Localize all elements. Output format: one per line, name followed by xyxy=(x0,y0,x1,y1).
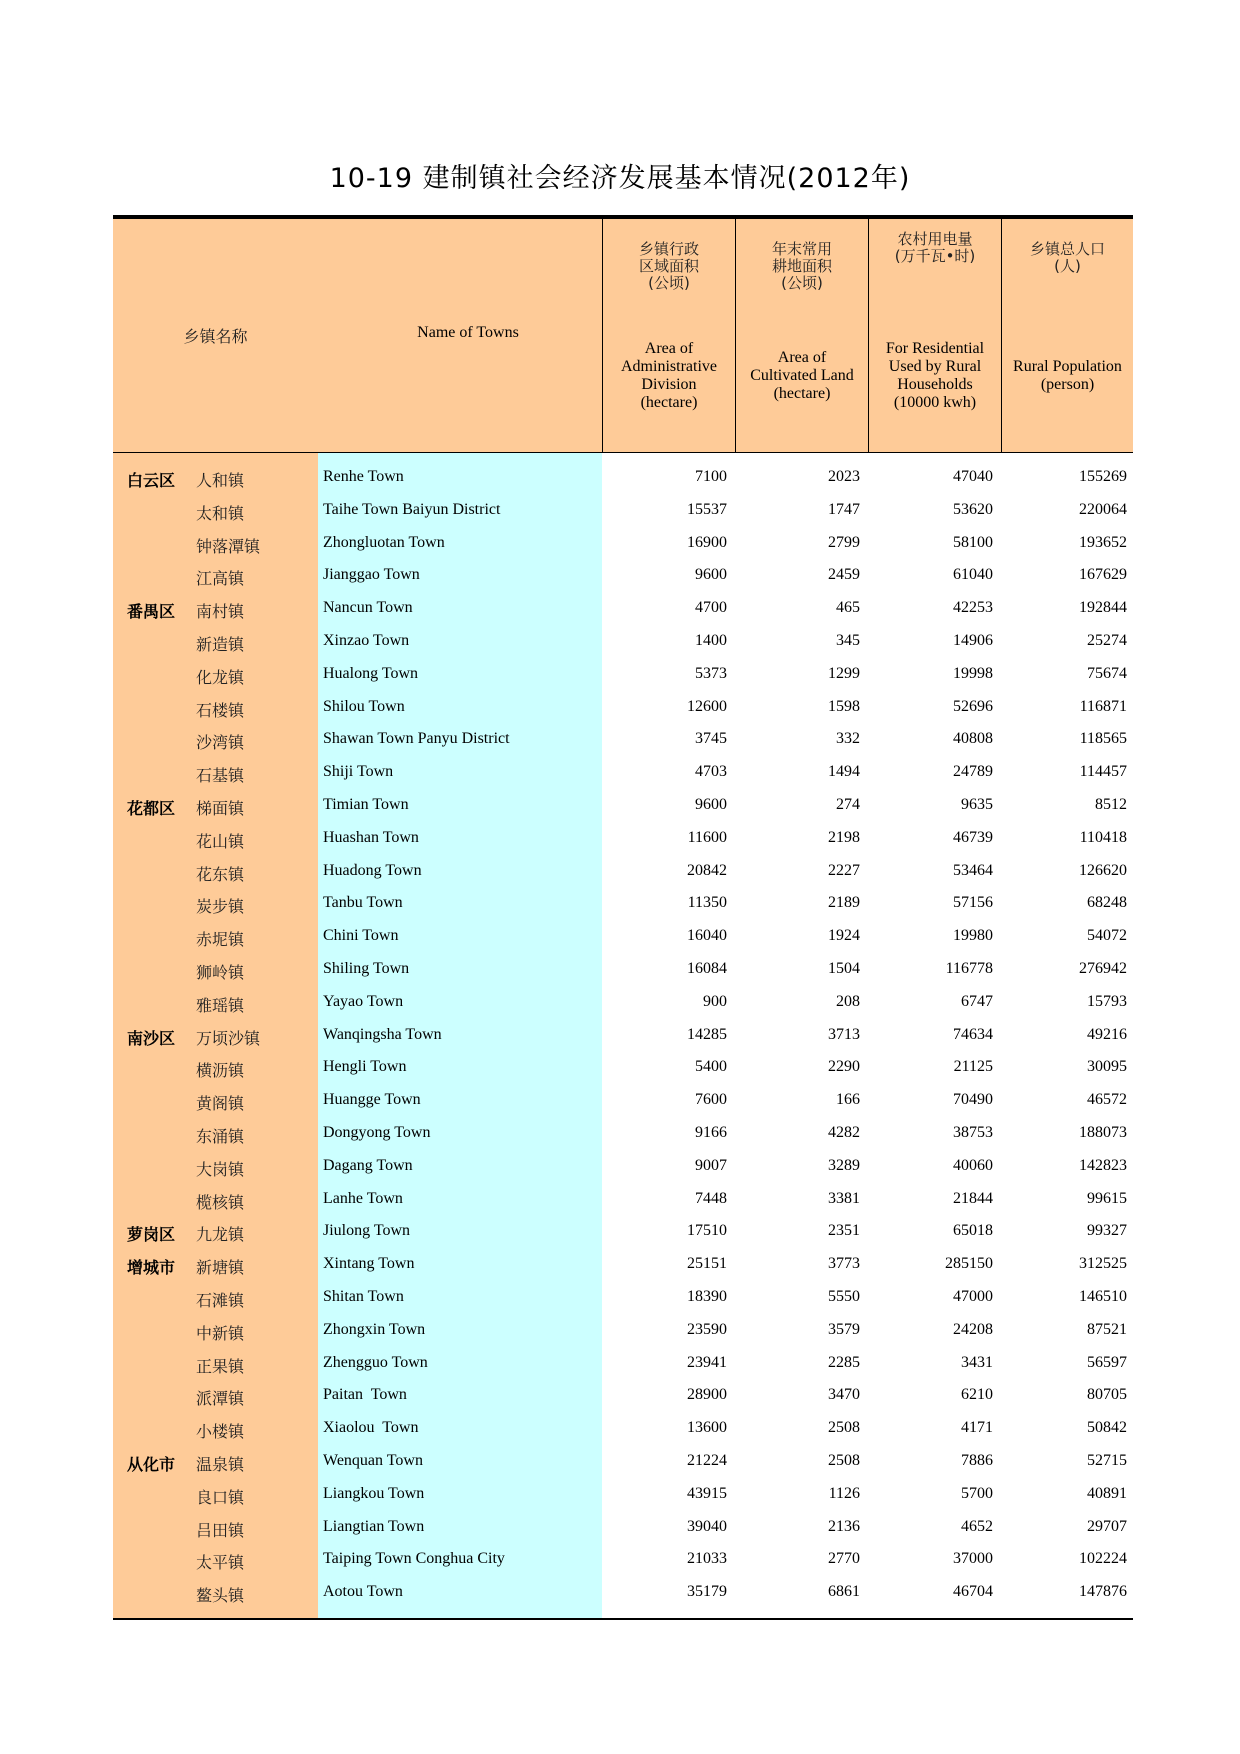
town-name-zh: 新造镇 xyxy=(196,634,245,654)
header-area xyxy=(602,219,735,452)
table-row xyxy=(113,1184,1133,1217)
town-name-zh: 石基镇 xyxy=(196,766,245,786)
table-header xyxy=(113,219,1133,453)
electricity-value: 38753 xyxy=(953,1123,993,1141)
area-value: 5400 xyxy=(695,1058,727,1076)
table-row xyxy=(113,1577,1133,1610)
electricity-value: 74634 xyxy=(953,1025,993,1043)
town-name-en: Wanqingsha Town xyxy=(323,1025,442,1043)
cultivated-value: 3579 xyxy=(828,1320,860,1338)
population-value: 193652 xyxy=(1079,533,1127,551)
town-name-zh: 南村镇 xyxy=(196,602,245,622)
electricity-value: 116778 xyxy=(945,959,993,977)
town-name-zh: 花东镇 xyxy=(196,864,245,884)
table-row xyxy=(113,1413,1133,1446)
electricity-value: 57156 xyxy=(953,894,993,912)
area-value: 15537 xyxy=(687,500,727,518)
electricity-value: 46739 xyxy=(953,828,993,846)
electricity-value: 4652 xyxy=(961,1517,993,1535)
table-row xyxy=(113,888,1133,921)
town-name-zh: 石滩镇 xyxy=(196,1290,245,1310)
town-name-en: Dongyong Town xyxy=(323,1123,431,1141)
town-name-en: Shiji Town xyxy=(323,763,394,781)
town-name-en: Chini Town xyxy=(323,927,399,945)
district-label: 南沙区 xyxy=(127,1028,176,1048)
town-name-zh: 狮岭镇 xyxy=(196,962,245,982)
town-name-en: Wenquan Town xyxy=(323,1451,423,1469)
cultivated-value: 2189 xyxy=(828,894,860,912)
town-name-zh: 小楼镇 xyxy=(196,1422,245,1442)
electricity-value: 24789 xyxy=(953,763,993,781)
electricity-value: 70490 xyxy=(953,1091,993,1109)
electricity-value: 21125 xyxy=(953,1058,993,1076)
population-value: 75674 xyxy=(1087,664,1127,682)
population-value: 276942 xyxy=(1079,959,1127,977)
area-value: 16040 xyxy=(687,927,727,945)
town-name-en: Shawan Town Panyu District xyxy=(323,730,510,748)
cultivated-value: 2508 xyxy=(828,1419,860,1437)
town-name-zh: 沙湾镇 xyxy=(196,733,245,753)
electricity-value: 37000 xyxy=(953,1550,993,1568)
town-name-zh: 石楼镇 xyxy=(196,700,245,720)
table-row xyxy=(113,692,1133,725)
area-value: 9007 xyxy=(695,1156,727,1174)
table-row xyxy=(113,724,1133,757)
table-row xyxy=(113,659,1133,692)
header-cultivated xyxy=(735,219,868,452)
table-row xyxy=(113,1216,1133,1249)
town-name-en: Jiulong Town xyxy=(323,1222,411,1240)
town-name-zh: 梯面镇 xyxy=(196,798,245,818)
town-name-en: Taiping Town Conghua City xyxy=(323,1550,505,1568)
header-area-en-line: Division xyxy=(641,376,697,393)
electricity-value: 42253 xyxy=(953,599,993,617)
cultivated-value: 465 xyxy=(836,599,860,617)
area-value: 25151 xyxy=(687,1255,727,1273)
electricity-value: 7886 xyxy=(961,1451,993,1469)
population-value: 46572 xyxy=(1087,1091,1127,1109)
area-value: 11600 xyxy=(687,828,727,846)
area-value: 9166 xyxy=(695,1123,727,1141)
cultivated-value: 1924 xyxy=(828,927,860,945)
population-value: 102224 xyxy=(1079,1550,1127,1568)
header-cultivated-zh-line: 耕地面积 xyxy=(771,257,832,275)
cultivated-value: 5550 xyxy=(828,1287,860,1305)
header-cultivated-en-line: Cultivated Land xyxy=(750,367,854,384)
town-name-en: Xinzao Town xyxy=(323,631,410,649)
electricity-value: 53620 xyxy=(953,500,993,518)
table-row xyxy=(113,560,1133,593)
area-value: 4700 xyxy=(695,599,727,617)
electricity-value: 5700 xyxy=(961,1484,993,1502)
table-row xyxy=(113,495,1133,528)
town-name-en: Dagang Town xyxy=(323,1156,413,1174)
town-name-en: Zhongluotan Town xyxy=(323,533,445,551)
population-value: 110418 xyxy=(1079,828,1127,846)
town-name-zh: 中新镇 xyxy=(196,1323,245,1343)
population-value: 56597 xyxy=(1087,1353,1127,1371)
table-row xyxy=(113,626,1133,659)
town-name-zh: 良口镇 xyxy=(196,1487,245,1507)
electricity-value: 52696 xyxy=(953,697,993,715)
header-population-en xyxy=(1002,336,1133,416)
cultivated-value: 4282 xyxy=(828,1123,860,1141)
table-row xyxy=(113,1512,1133,1545)
header-area-zh-line: 区域面积 xyxy=(638,257,699,275)
header-population-en-line: Rural Population xyxy=(1013,358,1122,375)
population-value: 54072 xyxy=(1087,927,1127,945)
population-value: 220064 xyxy=(1079,500,1127,518)
cultivated-value: 1494 xyxy=(828,763,860,781)
town-name-zh: 黄阁镇 xyxy=(196,1094,245,1114)
cultivated-value: 1504 xyxy=(828,959,860,977)
town-name-zh: 九龙镇 xyxy=(196,1225,245,1245)
cultivated-value: 3289 xyxy=(828,1156,860,1174)
population-value: 40891 xyxy=(1087,1484,1127,1502)
population-value: 192844 xyxy=(1079,599,1127,617)
cultivated-value: 332 xyxy=(836,730,860,748)
header-electricity-en xyxy=(869,336,1001,416)
area-value: 43915 xyxy=(687,1484,727,1502)
electricity-value: 19980 xyxy=(953,927,993,945)
header-name-en: Name of Towns xyxy=(417,324,519,341)
area-value: 16084 xyxy=(687,959,727,977)
electricity-value: 47000 xyxy=(953,1287,993,1305)
electricity-value: 3431 xyxy=(961,1353,993,1371)
table-row xyxy=(113,1348,1133,1381)
population-value: 80705 xyxy=(1087,1386,1127,1404)
table-row xyxy=(113,921,1133,954)
cultivated-value: 3713 xyxy=(828,1025,860,1043)
cultivated-value: 2508 xyxy=(828,1451,860,1469)
header-area-zh-line: 乡镇行政 xyxy=(638,240,699,258)
cultivated-value: 1299 xyxy=(828,664,860,682)
header-cultivated-zh-line: (公顷) xyxy=(781,274,823,292)
header-area-en-line: Administrative xyxy=(621,358,717,375)
header-electricity-en-line: (10000 kwh) xyxy=(893,394,977,411)
electricity-value: 58100 xyxy=(953,533,993,551)
population-value: 99327 xyxy=(1087,1222,1127,1240)
population-value: 116871 xyxy=(1079,697,1127,715)
cultivated-value: 6861 xyxy=(828,1583,860,1601)
population-value: 68248 xyxy=(1087,894,1127,912)
area-value: 3745 xyxy=(695,730,727,748)
town-name-en: Hualong Town xyxy=(323,664,419,682)
town-name-en: Lanhe Town xyxy=(323,1189,403,1207)
town-name-zh: 太平镇 xyxy=(196,1553,245,1573)
table-row xyxy=(113,954,1133,987)
header-cultivated-en-line: Area of xyxy=(777,349,827,366)
table-row xyxy=(113,528,1133,561)
header-population xyxy=(1001,219,1133,452)
town-name-en: Zhengguo Town xyxy=(323,1353,428,1371)
area-value: 7100 xyxy=(695,468,727,485)
town-name-zh: 榄核镇 xyxy=(196,1192,245,1212)
town-name-zh: 化龙镇 xyxy=(196,667,245,687)
electricity-value: 53464 xyxy=(953,861,993,879)
header-area-zh xyxy=(603,241,735,292)
cultivated-value: 1126 xyxy=(828,1484,860,1502)
header-area-zh-line: (公顷) xyxy=(648,274,690,292)
table-row xyxy=(113,1315,1133,1348)
header-electricity-zh xyxy=(869,231,1001,265)
electricity-value: 14906 xyxy=(953,631,993,649)
population-value: 188073 xyxy=(1079,1123,1127,1141)
district-label: 萝岗区 xyxy=(127,1225,176,1245)
area-value: 900 xyxy=(703,992,727,1010)
population-value: 155269 xyxy=(1079,468,1127,485)
header-population-zh-line: 乡镇总人口 xyxy=(1029,240,1105,258)
table-row xyxy=(113,1479,1133,1512)
town-name-en: Jianggao Town xyxy=(323,566,420,584)
table-row xyxy=(113,987,1133,1020)
area-value: 14285 xyxy=(687,1025,727,1043)
town-name-zh: 正果镇 xyxy=(196,1356,245,1376)
town-name-en: Huashan Town xyxy=(323,828,419,846)
town-name-zh: 大岗镇 xyxy=(196,1159,245,1179)
table-row xyxy=(113,1446,1133,1479)
town-name-zh: 吕田镇 xyxy=(196,1520,245,1540)
area-value: 28900 xyxy=(687,1386,727,1404)
town-name-en: Hengli Town xyxy=(323,1058,407,1076)
population-value: 8512 xyxy=(1095,795,1127,813)
electricity-value: 46704 xyxy=(953,1583,993,1601)
population-value: 52715 xyxy=(1087,1451,1127,1469)
population-value: 49216 xyxy=(1087,1025,1127,1043)
town-name-en: Paitan Town xyxy=(323,1386,407,1404)
town-name-zh: 花山镇 xyxy=(196,831,245,851)
cultivated-value: 2770 xyxy=(828,1550,860,1568)
district-label: 番禺区 xyxy=(127,602,176,622)
table-row xyxy=(113,790,1133,823)
area-value: 9600 xyxy=(695,566,727,584)
population-value: 15793 xyxy=(1087,992,1127,1010)
area-value: 20842 xyxy=(687,861,727,879)
cultivated-value: 2351 xyxy=(828,1222,860,1240)
area-value: 23941 xyxy=(687,1353,727,1371)
area-value: 21224 xyxy=(687,1451,727,1469)
table-bottom-rule xyxy=(113,1618,1133,1620)
cultivated-value: 2459 xyxy=(828,566,860,584)
header-area-en-line: (hectare) xyxy=(640,394,698,411)
population-value: 147876 xyxy=(1079,1583,1127,1601)
town-name-zh: 太和镇 xyxy=(196,503,245,523)
town-name-zh: 江高镇 xyxy=(196,569,245,589)
table-row xyxy=(113,1020,1133,1053)
cultivated-value: 1747 xyxy=(828,500,860,518)
cultivated-value: 3470 xyxy=(828,1386,860,1404)
header-electricity-en-line: For Residential xyxy=(885,340,985,357)
cultivated-value: 2227 xyxy=(828,861,860,879)
population-value: 167629 xyxy=(1079,566,1127,584)
page-title: 10-19 建制镇社会经济发展基本情况(2012年) xyxy=(329,163,911,194)
town-name-zh: 钟落潭镇 xyxy=(196,536,261,556)
electricity-value: 24208 xyxy=(953,1320,993,1338)
cultivated-value: 3773 xyxy=(828,1255,860,1273)
table-row xyxy=(113,1052,1133,1085)
town-name-en: Zhongxin Town xyxy=(323,1320,426,1338)
area-value: 35179 xyxy=(687,1583,727,1601)
cultivated-value: 3381 xyxy=(828,1189,860,1207)
town-name-en: Xintang Town xyxy=(323,1255,415,1273)
area-value: 16900 xyxy=(687,533,727,551)
population-value: 142823 xyxy=(1079,1156,1127,1174)
town-name-zh: 鳌头镇 xyxy=(196,1586,245,1606)
cultivated-value: 1598 xyxy=(828,697,860,715)
district-label: 白云区 xyxy=(127,471,176,490)
cultivated-value: 208 xyxy=(836,992,860,1010)
town-name-en: Liangkou Town xyxy=(323,1484,425,1502)
cultivated-value: 166 xyxy=(836,1091,860,1109)
town-name-en: Huangge Town xyxy=(323,1091,421,1109)
table-row xyxy=(113,856,1133,889)
electricity-value: 61040 xyxy=(953,566,993,584)
town-name-zh: 万顷沙镇 xyxy=(196,1028,261,1048)
population-value: 25274 xyxy=(1087,631,1127,649)
cultivated-value: 2799 xyxy=(828,533,860,551)
town-name-en: Nancun Town xyxy=(323,599,413,617)
area-value: 5373 xyxy=(695,664,727,682)
electricity-value: 4171 xyxy=(961,1419,993,1437)
town-name-en: Yayao Town xyxy=(323,992,404,1010)
cultivated-value: 2023 xyxy=(828,468,860,485)
header-cultivated-en-line: (hectare) xyxy=(773,385,831,402)
cultivated-value: 345 xyxy=(836,631,860,649)
town-name-zh: 赤坭镇 xyxy=(196,930,245,950)
town-name-zh: 东涌镇 xyxy=(196,1126,245,1146)
electricity-value: 9635 xyxy=(961,795,993,813)
population-value: 87521 xyxy=(1087,1320,1127,1338)
electricity-value: 65018 xyxy=(953,1222,993,1240)
area-value: 17510 xyxy=(687,1222,727,1240)
electricity-value: 6210 xyxy=(961,1386,993,1404)
header-population-zh-line: (人) xyxy=(1054,257,1081,275)
town-name-en: Tanbu Town xyxy=(323,894,403,912)
town-name-zh: 雅瑶镇 xyxy=(196,995,245,1015)
cultivated-value: 2285 xyxy=(828,1353,860,1371)
header-cultivated-zh xyxy=(736,241,868,292)
electricity-value: 47040 xyxy=(953,468,993,485)
population-value: 99615 xyxy=(1087,1189,1127,1207)
area-value: 4703 xyxy=(695,763,727,781)
town-name-en: Shitan Town xyxy=(323,1287,404,1305)
area-value: 7600 xyxy=(695,1091,727,1109)
electricity-value: 40808 xyxy=(953,730,993,748)
town-name-en: Renhe Town xyxy=(323,468,404,485)
header-electricity-en-line: Households xyxy=(897,376,973,393)
electricity-value: 19998 xyxy=(953,664,993,682)
area-value: 9600 xyxy=(695,795,727,813)
header-cultivated-zh-line: 年末常用 xyxy=(771,240,832,258)
area-value: 1400 xyxy=(695,631,727,649)
town-name-en: Shiling Town xyxy=(323,959,410,977)
town-name-zh: 炭步镇 xyxy=(196,897,245,917)
town-name-en: Taihe Town Baiyun District xyxy=(323,500,501,518)
town-name-en: Xiaolou Town xyxy=(323,1419,419,1437)
town-name-zh: 派潭镇 xyxy=(196,1389,245,1409)
electricity-value: 285150 xyxy=(945,1255,993,1273)
table-row xyxy=(113,1118,1133,1151)
header-cultivated-en xyxy=(736,336,868,416)
area-value: 21033 xyxy=(687,1550,727,1568)
area-value: 13600 xyxy=(687,1419,727,1437)
population-value: 50842 xyxy=(1087,1419,1127,1437)
table-row xyxy=(113,1544,1133,1577)
district-label: 增城市 xyxy=(127,1258,176,1278)
table-body xyxy=(113,462,1133,1610)
population-value: 126620 xyxy=(1079,861,1127,879)
population-value: 312525 xyxy=(1079,1255,1127,1273)
population-value: 29707 xyxy=(1087,1517,1127,1535)
header-electricity xyxy=(868,219,1001,452)
header-area-en xyxy=(603,336,735,416)
town-name-en: Huadong Town xyxy=(323,861,422,879)
header-electricity-en-line: Used by Rural xyxy=(888,358,982,375)
town-name-zh: 新塘镇 xyxy=(196,1258,245,1278)
area-value: 7448 xyxy=(695,1189,727,1207)
electricity-value: 6747 xyxy=(961,992,993,1010)
area-value: 12600 xyxy=(687,697,727,715)
town-name-en: Timian Town xyxy=(323,795,409,813)
header-electricity-zh-line: (万千瓦•时) xyxy=(894,247,976,265)
table-row xyxy=(113,1380,1133,1413)
header-name-zh: 乡镇名称 xyxy=(183,327,248,346)
area-value: 39040 xyxy=(687,1517,727,1535)
town-name-zh: 横沥镇 xyxy=(196,1061,245,1081)
electricity-value: 40060 xyxy=(953,1156,993,1174)
town-name-en: Aotou Town xyxy=(323,1583,403,1601)
table-row xyxy=(113,462,1133,495)
header-population-zh xyxy=(1002,241,1133,275)
table-row xyxy=(113,1151,1133,1184)
header-electricity-zh-line: 农村用电量 xyxy=(897,230,973,248)
district-label: 从化市 xyxy=(127,1454,176,1474)
area-value: 23590 xyxy=(687,1320,727,1338)
population-value: 146510 xyxy=(1079,1287,1127,1305)
table-row xyxy=(113,593,1133,626)
town-name-en: Shilou Town xyxy=(323,697,405,715)
area-value: 11350 xyxy=(687,894,727,912)
district-label: 花都区 xyxy=(127,798,176,818)
cultivated-value: 2136 xyxy=(828,1517,860,1535)
population-value: 30095 xyxy=(1087,1058,1127,1076)
cultivated-value: 2198 xyxy=(828,828,860,846)
table-row xyxy=(113,1085,1133,1118)
electricity-value: 21844 xyxy=(953,1189,993,1207)
town-name-zh: 人和镇 xyxy=(196,471,245,490)
town-name-zh: 温泉镇 xyxy=(196,1454,245,1474)
cultivated-value: 2290 xyxy=(828,1058,860,1076)
cultivated-value: 274 xyxy=(836,795,860,813)
table-row xyxy=(113,757,1133,790)
population-value: 118565 xyxy=(1079,730,1127,748)
table-row xyxy=(113,1249,1133,1282)
table-row xyxy=(113,823,1133,856)
town-name-en: Liangtian Town xyxy=(323,1517,425,1535)
header-population-en-line: (person) xyxy=(1040,376,1095,393)
population-value: 114457 xyxy=(1079,763,1127,781)
table-row xyxy=(113,1282,1133,1315)
header-area-en-line: Area of xyxy=(644,340,694,357)
area-value: 18390 xyxy=(687,1287,727,1305)
